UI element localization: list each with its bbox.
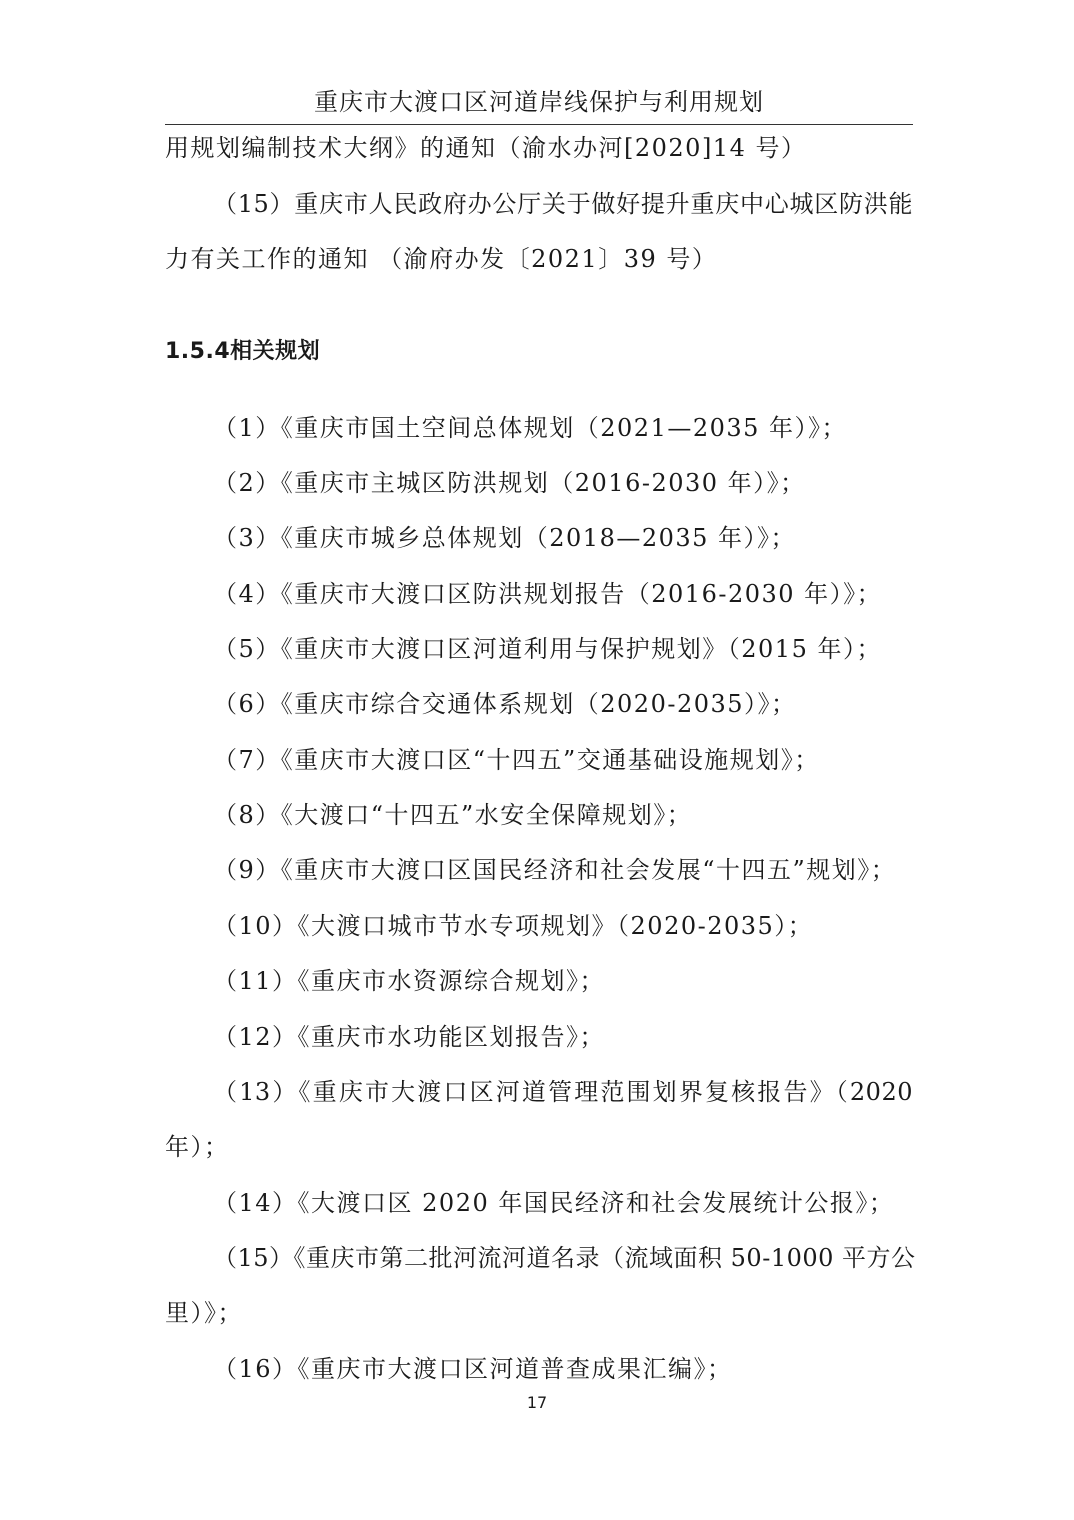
header-divider — [165, 124, 913, 125]
reference-15-line-2: 力有关工作的通知 （渝府办发〔2021〕39 号） — [165, 245, 718, 273]
plan-item-14: （14）《大渡口区 2020 年国民经济和社会发展统计公报》； — [213, 1189, 895, 1217]
plan-item-13-line-2: 年）； — [165, 1133, 230, 1161]
section-heading: 1.5.4相关规划 — [165, 339, 321, 364]
plan-item-2: （2）《重庆市主城区防洪规划（2016-2030 年）》； — [213, 469, 806, 497]
plan-item-15-line-2: 里）》； — [165, 1299, 243, 1327]
plan-item-6: （6）《重庆市综合交通体系规划（2020-2035）》； — [213, 690, 797, 718]
plan-item-16: （16）《重庆市大渡口区河道普查成果汇编》； — [213, 1355, 733, 1383]
plan-item-3: （3）《重庆市城乡总体规划（2018—2035 年）》； — [213, 524, 797, 552]
plan-item-5: （5）《重庆市大渡口区河道利用与保护规划》（2015 年）； — [213, 635, 882, 663]
continued-paragraph-line: 用规划编制技术大纲》的通知（渝水办河[2020]14 号） — [165, 134, 807, 162]
reference-15-line-1: （15）重庆市人民政府办公厅关于做好提升重庆中心城区防洪能 — [213, 190, 913, 218]
plan-item-13-line-1: （13）《重庆市大渡口区河道管理范围划界复核报告》（2020 — [213, 1078, 913, 1106]
page-header-title: 重庆市大渡口区河道岸线保护与利用规划 — [314, 88, 764, 116]
plan-item-7: （7）《重庆市大渡口区“十四五”交通基础设施规划》； — [213, 746, 820, 774]
plan-item-8: （8）《大渡口“十四五”水安全保障规划》； — [213, 801, 693, 829]
plan-item-12: （12）《重庆市水功能区划报告》； — [213, 1023, 606, 1051]
plan-item-10: （10）《大渡口城市节水专项规划》（2020-2035）； — [213, 912, 814, 940]
plan-item-9: （9）《重庆市大渡口区国民经济和社会发展“十四五”规划》； — [213, 856, 897, 884]
plan-item-4: （4）《重庆市大渡口区防洪规划报告（2016-2030 年）》； — [213, 580, 883, 608]
page-number: 17 — [526, 1393, 548, 1412]
plan-item-15-line-1: （15）《重庆市第二批河流河道名录（流域面积 50-1000 平方公 — [213, 1244, 916, 1272]
plan-item-11: （11）《重庆市水资源综合规划》； — [213, 967, 606, 995]
plan-item-1: （1）《重庆市国土空间总体规划（2021—2035 年）》； — [213, 414, 848, 442]
